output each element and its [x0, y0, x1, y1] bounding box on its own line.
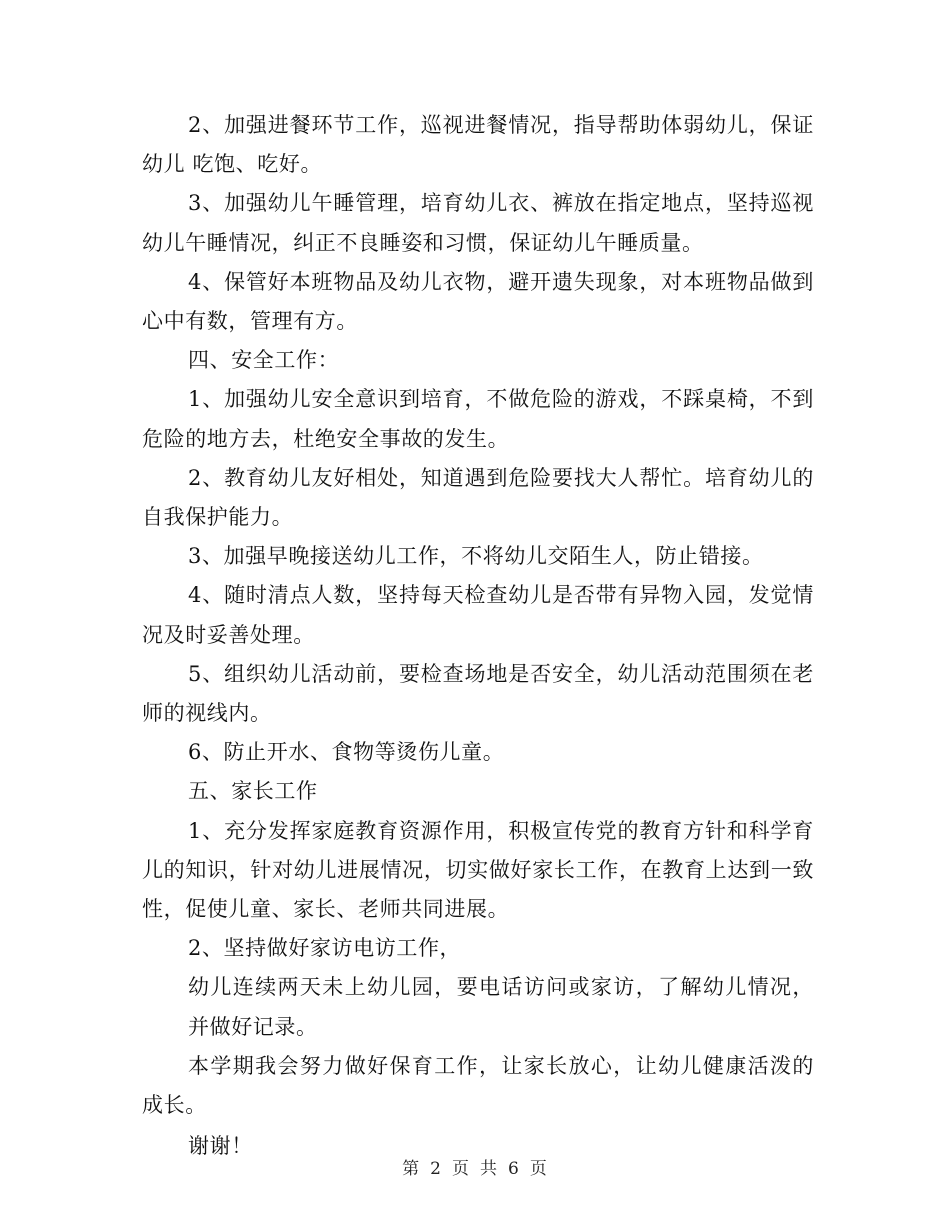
paragraph-headcount: 4、随时清点人数，坚持每天检查幼儿是否带有异物入园，发觉情况及时妥善处理。 [142, 583, 814, 647]
paragraph-pickup-dropoff: 3、加强早晚接送幼儿工作，不将幼儿交陌生人，防止错接。 [188, 544, 764, 569]
document-body [142, 106, 814, 1166]
paragraph-closing: 本学期我会努力做好保育工作，让家长放心，让幼儿健康活泼的成长。 [142, 1053, 814, 1118]
footer-total-label: 共 [480, 1159, 498, 1179]
section-heading-safety: 四、安全工作： [188, 348, 340, 373]
page-number-footer [0, 1154, 950, 1179]
footer-total-unit: 页 [529, 1159, 548, 1179]
paragraph-meal-supervision: 2、加强进餐环节工作，巡视进餐情况，指导帮助体弱幼儿，保证幼儿 吃饱、吃好。 [142, 113, 814, 177]
paragraph-absence-followup: 幼儿连续两天未上幼儿园，要电话访问或家访，了解幼儿情况，并做好记录。 [188, 975, 814, 1039]
paragraph-family-education: 1、充分发挥家庭教育资源作用，积极宣传党的教育方针和科学育儿的知识，针对幼儿进展情况，切实做好家长工作，在教育上达到一致性，促使儿童、家长、老师共同进展。 [142, 818, 814, 922]
footer-total-pages: 6 [508, 1159, 520, 1179]
footer-page-unit: 页 [452, 1159, 470, 1179]
footer-page-label: 第 [402, 1159, 421, 1179]
section-heading-parents: 五、家长工作 [188, 779, 318, 804]
paragraph-burn-prevention: 6、防止开水、食物等烫伤儿童。 [188, 740, 505, 765]
paragraph-home-visits: 2、坚持做好家访电访工作， [188, 936, 462, 961]
paragraph-activity-check: 5、组织幼儿活动前，要检查场地是否安全，幼儿活动范围须在老师的视线内。 [142, 661, 814, 726]
paragraph-nap-management: 3、加强幼儿午睡管理，培育幼儿衣、裤放在指定地点，坚持巡视幼儿午睡情况，纠正不良睡姿和习惯，保证幼儿午睡质量。 [142, 191, 814, 255]
paragraph-self-protection: 2、教育幼儿友好相处，知道遇到危险要找大人帮忙。培育幼儿的自我保护能力。 [142, 465, 814, 530]
footer-current-page: 2 [430, 1159, 442, 1179]
paragraph-thanks: 谢谢！ [188, 1134, 253, 1159]
paragraph-belongings-care: 4、保管好本班物品及幼儿衣物，避开遗失现象，对本班物品做到心中有数，管理有方。 [142, 269, 814, 334]
paragraph-safety-awareness: 1、加强幼儿安全意识到培育，不做危险的游戏，不踩桌椅，不到危险的地方去，杜绝安全事故的发生。 [142, 387, 814, 451]
